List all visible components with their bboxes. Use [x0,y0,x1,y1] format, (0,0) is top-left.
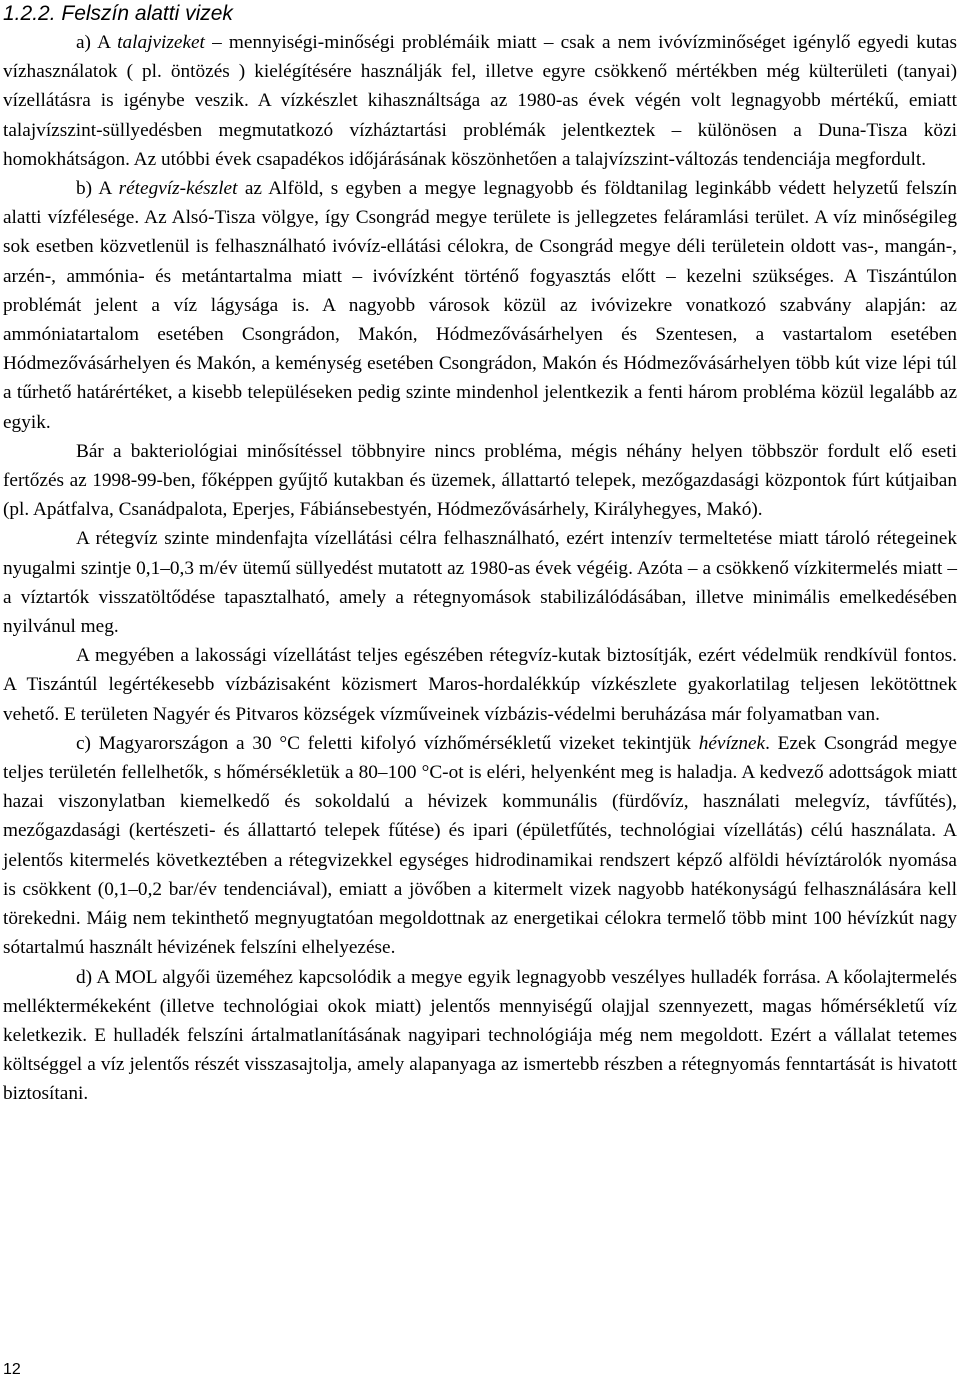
italic-term: rétegvíz-készlet [118,178,238,200]
text-run: c) Magyarországon a 30 °C feletti kifolyó vízhőmérsékletű vizeket tekintjük [76,732,699,754]
text-run: a) A [76,32,118,53]
italic-term: talajvizeket [117,32,205,53]
paragraph [3,437,957,525]
italic-term: hévíznek [698,732,766,754]
text-run: d) A MOL algyői üzeméhez kapcsolódik a megye egyik legnagyobb veszélyes hulladék forrása. A kőolajtermelés melléktermékeként (illetve technológiai okok miatt) jelentős mennyiségű olajjal szennyezett, magas hőmérsékletű víz keletkezik. E hulladék felszíni ártalmatlanításának nagyipari technológiája még nem megoldott. Ezért a vállalat tetemes költséggel a víz jelentős részét visszasajtolja, amely alapanyaga az ismertebb részben a rétegnyomás fenntartását is hivatott biztosítani. [3,966,957,1105]
paragraph [3,963,957,1109]
section-heading: 1.2.2. Felszín alatti vizek [3,2,233,25]
paragraph [3,729,957,963]
document-body [3,28,957,1109]
text-run: – mennyiségi-minőségi problémáik miatt – csak a nem ivóvízminőséget igénylő egyedi kutas vízhasználatok ( pl. öntözés ) kielégítésére használják fel, illetve egyre csökkenő mértékben még külterületi (tanyai) vízellátásra is igénybe veszik. A vízkészlet kihasználtsága az 1980-as évek végén volt legnagyobb mértékű, emiatt talajvízszint-süllyedésben megmutatkozó vízháztartási problémák jelentkeztek – különösen a Duna-Tisza közi homokhátságon. Az utóbbi évek csapadékos időjárásának köszönhetően a talajvízszint-változás tendenciája megfordult. [3,32,957,170]
text-run: Bár a bakteriológiai minősítéssel többnyire nincs probléma, mégis néhány helyen többször fordult elő eseti fertőzés az 1998-99-ben, főképpen gyűjtő kutakban és üzemek, állattartó telepek, mezőgazdasági központok fúrt kútjaiban (pl. Apátfalva, Csanádpalota, Eperjes, Fábiánsebestyén, Hódmezővásárhely, Királyhegyes, Makó). [3,440,957,521]
paragraph [3,174,957,437]
text-run: A rétegvíz szinte mindenfajta vízellátási célra felhasználható, ezért intenzív termeltetése miatt tároló rétegeinek nyugalmi szintje 0,1–0,3 m/év ütemű süllyedést mutatott az 1980-as évek végéig. Azóta – a csökkenő vízkitermelés miatt – a víztartók visszatöltődése tapasztalható, amely a rétegnyomások stabilizálódásában, illetve minimális emelkedésében nyilvánul meg. [3,528,957,638]
text-run: az Alföld, s egyben a megye legnagyobb és földtanilag leginkább védett helyzetű felszín alatti vízfélesége. Az Alsó-Tisza völgye, így Csongrád megye területe is jellegzetes feláramlási terület. A víz minőségileg sok esetben közvetlenül is felhasználható ivóvíz-ellátási célokra, de Csongrád megye déli területein oldott vas-, mangán-, arzén-, ammónia- és metántartalma miatt – ivóvízként történő fogyasztás előtt – kezelni szükséges. A Tiszántúlon problémát jelent a víz lágysága is. A nagyobb városok közül az ivóvizekre vonatkozó szabvány alapján: az ammóniatartalom esetében Csongrádon, Makón, Hódmezővásárhelyen és Szentesen, a vastartalom esetében Hódmezővásárhelyen és Makón, a keménység esetében Csongrádon, Makón és Hódmezővásárhelyen több kút vize lépi túl a tűrhető határértéket, a kisebb településeken pedig szinte mindenhol jelentkezik a fenti három probléma közül legalább az egyik. [3,178,958,433]
text-run: b) A [76,178,119,200]
text-run: A megyében a lakossági vízellátást teljes egészében rétegvíz-kutak biztosítják, ezért védelmük rendkívül fontos. A Tiszántúl legértékesebb vízbázisaként közismert Maros-hordalékkúp vízkészlete gyakorlatilag teljesen lekötöttnek vehető. E területen Nagyér és Pitvaros községek vízműveinek vízbázis-védelmi beruházása már folyamatban van. [3,645,957,725]
paragraph [3,524,957,641]
paragraph [3,28,957,174]
text-run: . Ezek Csongrád megye teljes területén fellelhetők, s hőmérsékletük a 80–100 °C-ot is eléri, helyenként meg is haladja. A kedvező adottságok miatt hazai viszonylatban kiemelkedő és sokoldalú a hévizek kommunális (fürdővíz, használati melegvíz, távfűtés), mezőgazdasági (kertészeti- és állattartó telepek fűtése) és ipari (épületfűtés, technológiai vízellátás) célú használata. A jelentős kitermelés következtében a rétegvizekkel egységes hidrodinamikai rendszert képző alföldi hévíztárolók nyomása is csökkent (0,1–0,2 bar/év tendenciával), emiatt a jövőben a kitermelt vizek nagyobb hatékonyságú felhasználására kell törekedni. Máig nem tekinthető megnyugtatóan megoldottnak az energetikai célokra termelő több mint 100 hévízkút nagy sótartalmú használt hévizének felszíni elhelyezése. [3,732,957,959]
page-number: 12 [3,1361,21,1378]
paragraph [3,641,957,729]
